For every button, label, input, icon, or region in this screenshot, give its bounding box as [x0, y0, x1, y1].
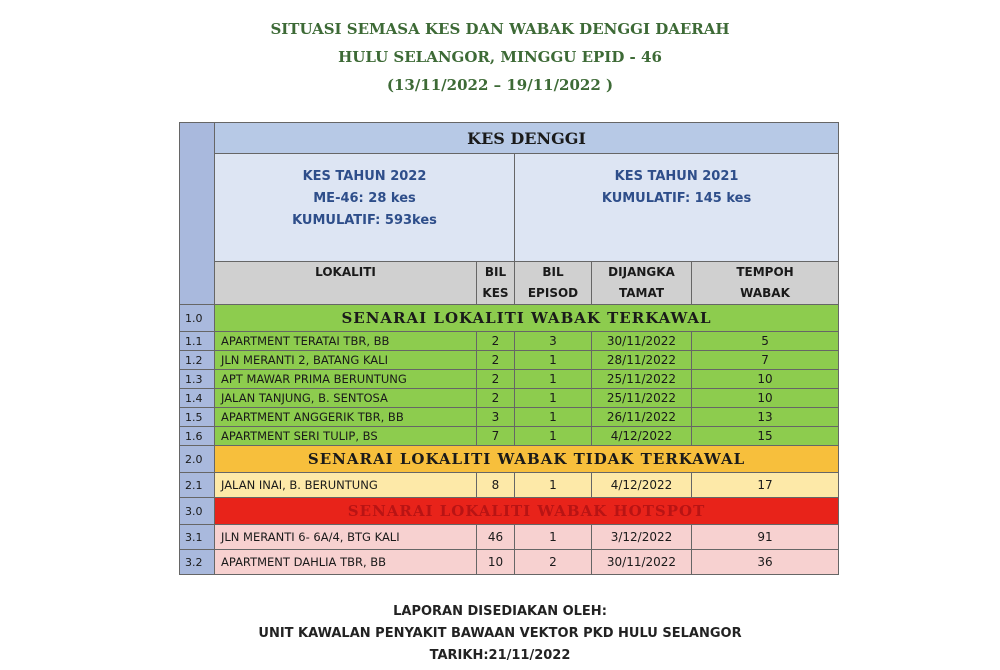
- cases-2022-me46: ME-46: 28 kes: [313, 191, 416, 206]
- cell-tempoh-wabak: 10: [692, 389, 839, 408]
- cell-tempoh-wabak: 36: [692, 550, 839, 575]
- cell-lokaliti: JALAN TANJUNG, B. SENTOSA: [215, 389, 477, 408]
- row-number: 1.6: [180, 427, 215, 446]
- cell-tempoh-wabak: 91: [692, 525, 839, 550]
- cell-bil-kes: 46: [477, 525, 515, 550]
- cell-dijangka-tamat: 30/11/2022: [592, 550, 692, 575]
- cell-dijangka-tamat: 28/11/2022: [592, 351, 692, 370]
- cases-2022-title: KES TAHUN 2022: [302, 169, 427, 184]
- column-header-lokaliti: LOKALITI: [215, 262, 477, 305]
- section-title-terkawal: SENARAI LOKALITI WABAK TERKAWAL: [215, 305, 839, 332]
- cell-lokaliti: APT MAWAR PRIMA BERUNTUNG: [215, 370, 477, 389]
- cell-dijangka-tamat: 26/11/2022: [592, 408, 692, 427]
- cell-tempoh-wabak: 17: [692, 473, 839, 498]
- cell-bil-kes: 2: [477, 389, 515, 408]
- cell-dijangka-tamat: 4/12/2022: [592, 473, 692, 498]
- section-number: 2.0: [180, 446, 215, 473]
- cell-bil-episod: 1: [515, 525, 592, 550]
- cell-bil-kes: 7: [477, 427, 515, 446]
- section-number: 3.0: [180, 498, 215, 525]
- report-title-line2: HULU SELANGOR, MINGGU EPID - 46: [338, 48, 662, 66]
- cases-2022-box: [215, 154, 515, 262]
- table-row: [180, 389, 839, 408]
- cell-bil-kes: 2: [477, 332, 515, 351]
- cell-tempoh-wabak: 5: [692, 332, 839, 351]
- row-number: 1.5: [180, 408, 215, 427]
- table-row: [180, 525, 839, 550]
- cell-bil-episod: 1: [515, 473, 592, 498]
- cell-dijangka-tamat: 4/12/2022: [592, 427, 692, 446]
- cell-bil-kes: 2: [477, 351, 515, 370]
- column-header-tempoh-wabak: TEMPOH WABAK: [692, 262, 839, 305]
- cell-bil-episod: 3: [515, 332, 592, 351]
- cell-bil-episod: 2: [515, 550, 592, 575]
- section-title-tidak-terkawal: SENARAI LOKALITI WABAK TIDAK TERKAWAL: [215, 446, 839, 473]
- dengue-cases-table: [179, 122, 839, 575]
- cell-lokaliti: APARTMENT DAHLIA TBR, BB: [215, 550, 477, 575]
- column-header-bil-episod: BIL EPISOD: [515, 262, 592, 305]
- cell-bil-kes: 8: [477, 473, 515, 498]
- cases-2021-cumulative: KUMULATIF: 145 kes: [601, 191, 752, 206]
- table-row: [180, 427, 839, 446]
- row-number: 3.2: [180, 550, 215, 575]
- report-title-line3: (13/11/2022 – 19/11/2022 ): [386, 76, 614, 94]
- row-number: 1.4: [180, 389, 215, 408]
- section-number: 1.0: [180, 305, 215, 332]
- cases-2022-cumulative: KUMULATIF: 593kes: [292, 213, 437, 228]
- table-row: [180, 550, 839, 575]
- cell-dijangka-tamat: 25/11/2022: [592, 370, 692, 389]
- table-row: [180, 473, 839, 498]
- cell-bil-episod: 1: [515, 389, 592, 408]
- table-row: [180, 408, 839, 427]
- cell-bil-episod: 1: [515, 408, 592, 427]
- cell-bil-episod: 1: [515, 370, 592, 389]
- table-row: [180, 332, 839, 351]
- cell-lokaliti: JLN MERANTI 6- 6A/4, BTG KALI: [215, 525, 477, 550]
- cell-tempoh-wabak: 15: [692, 427, 839, 446]
- cell-lokaliti: JALAN INAI, B. BERUNTUNG: [215, 473, 477, 498]
- row-number: 1.1: [180, 332, 215, 351]
- cases-2021-box: [515, 154, 839, 262]
- cell-bil-kes: 10: [477, 550, 515, 575]
- cell-lokaliti: JLN MERANTI 2, BATANG KALI: [215, 351, 477, 370]
- table-row: [180, 351, 839, 370]
- row-number: 2.1: [180, 473, 215, 498]
- cell-lokaliti: APARTMENT SERI TULIP, BS: [215, 427, 477, 446]
- cell-tempoh-wabak: 7: [692, 351, 839, 370]
- cases-2021-title: KES TAHUN 2021: [614, 169, 739, 184]
- cell-bil-kes: 2: [477, 370, 515, 389]
- cell-dijangka-tamat: 3/12/2022: [592, 525, 692, 550]
- column-header-dijangka-tamat: DIJANGKA TAMAT: [592, 262, 692, 305]
- cell-lokaliti: APARTMENT TERATAI TBR, BB: [215, 332, 477, 351]
- cell-bil-episod: 1: [515, 351, 592, 370]
- footer-prepared-by: LAPORAN DISEDIAKAN OLEH:: [393, 604, 607, 619]
- cell-tempoh-wabak: 13: [692, 408, 839, 427]
- table-header-title: KES DENGGI: [215, 123, 839, 154]
- side-column-header: [180, 123, 215, 305]
- footer-unit: UNIT KAWALAN PENYAKIT BAWAAN VEKTOR PKD HULU SELANGOR: [258, 626, 742, 641]
- table-row: [180, 370, 839, 389]
- report-title-line1: SITUASI SEMASA KES DAN WABAK DENGGI DAERAH: [270, 20, 730, 38]
- cell-tempoh-wabak: 10: [692, 370, 839, 389]
- row-number: 1.2: [180, 351, 215, 370]
- cell-dijangka-tamat: 30/11/2022: [592, 332, 692, 351]
- row-number: 3.1: [180, 525, 215, 550]
- section-title-hotspot: SENARAI LOKALITI WABAK HOTSPOT: [215, 498, 839, 525]
- cell-dijangka-tamat: 25/11/2022: [592, 389, 692, 408]
- column-header-bil-kes: BIL KES: [477, 262, 515, 305]
- row-number: 1.3: [180, 370, 215, 389]
- cell-bil-episod: 1: [515, 427, 592, 446]
- cell-lokaliti: APARTMENT ANGGERIK TBR, BB: [215, 408, 477, 427]
- cell-bil-kes: 3: [477, 408, 515, 427]
- footer-date: TARIKH:21/11/2022: [429, 648, 571, 663]
